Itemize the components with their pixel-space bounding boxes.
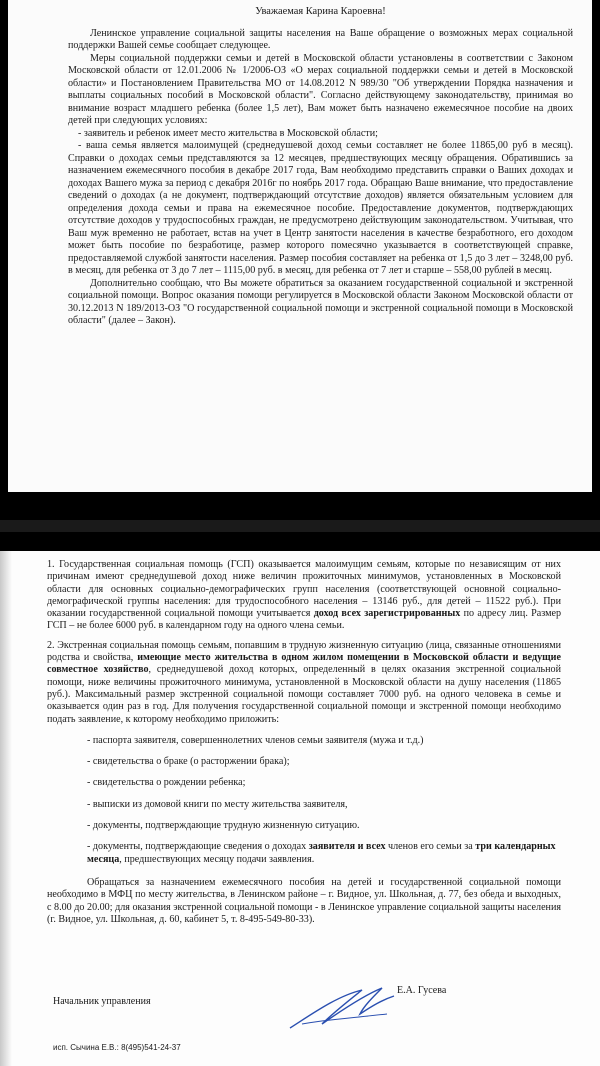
intro-paragraph: Ленинское управление социальной защиты населения на Ваше обращение о возможных мерах социальной поддержки Вашей семье сообщает следующее.: [68, 27, 573, 51]
esp-paragraph: [47, 640, 561, 726]
handwritten-signature-icon: [282, 984, 402, 1034]
signature-block: [47, 985, 547, 1036]
doc-income-bold1: заявителя и всех: [308, 841, 386, 853]
doc-income-text-b: членов его семьи за: [385, 841, 476, 853]
doc-income-text-c: , предшествующих месяцу подачи заявления.: [119, 853, 315, 865]
doc-item-income: [87, 841, 561, 866]
page1-body: [68, 6, 573, 328]
doc-item: - свидетельства о браке (о расторжении брака);: [87, 756, 290, 768]
doc-item: - документы, подтверждающие трудную жизненную ситуацию.: [87, 820, 360, 832]
esp-text-a: 2. Экстренная социальная помощь семьям, попавшим в трудную жизненную ситуацию (лица, связанные отношениями родства и свойства,: [47, 639, 561, 664]
doc-income-bold2: три календарных месяца: [87, 841, 556, 865]
gsp-text-b: по адресу лиц. Размер ГСП – не более 6000 руб. в календарном году на одного члена семьи.: [47, 608, 562, 632]
signature-title: Начальник управления: [53, 996, 151, 1007]
doc-item: - свидетельства о рождении ребенка;: [87, 777, 246, 789]
condition-residence: - заявитель и ребенок имеет место жительства в Московской области;: [78, 127, 378, 139]
additional-paragraph: Дополнительно сообщаю, что Вы можете обратиться за оказанием государственной социальной и экстренной социальной помощи. Вопрос оказания помощи регулируется в Московской области Законом Московской области от 30.12.2013 N 189/2013-ОЗ "О государственной социальной помощи и экстренной социальной помощи в Московской области" (далее – Закон).: [68, 277, 573, 326]
esp-bold: имеющие место жительства в одном жилом помещении в Московской области и ведущие совместное хозяйство: [47, 652, 561, 676]
greeting: Уважаемая Карина Кароевна!: [255, 6, 386, 17]
doc-income-text-a: - документы, подтверждающие сведения о доходах: [87, 841, 309, 853]
letter-page-1: [8, 0, 592, 492]
measures-paragraph: Меры социальной поддержки семьи и детей в Московской области установлены в соответствии с Законом Московской области от 12.01.2006 № 1/2006-ОЗ «О мерах социальной поддержки семьи и детей в Московской области» и Постановлением Правительства МО от 14.08.2012 N 989/30 "Об утверждении Порядка назначения и выплаты социальных пособий в Московской области". Согласно действующему законодательству, принимая во внимание возраст младшего ребенка (более 1,5 лет), Вам может быть назначено ежемесячное пособие на двоих детей при следующих условиях:: [68, 52, 573, 126]
gsp-text-a: 1. Государственная социальная помощь (ГСП) оказывается малоимущим семьям, которые по независящим от них причинам имеют среднедушевой доход ниже величин прожиточных минимумов, установленных в Московской области для основных социально-демографических групп населения (соответствующей основной социально-демографической группы населения: для трудоспособного населения – 13146 руб., для детей – 11522 руб.). При оказании государственной социальной помощи учитывается: [47, 559, 561, 620]
esp-text-b: , среднедушевой доход которых, определенный в целях оказания экстренной социальной помощи, ниже величины прожиточного минимума, установленной в Московской области на душу населения (11865 руб.). Максимальный размер экстренной социальной помощи составляет 7000 руб. на одного человека в семье и оказывается один раз в год. Для получения государственной социальной помощи и экстренной помощи необходимо подать заявление, к которому необходимо приложить:: [47, 664, 561, 725]
where-to-apply-paragraph: Обращаться за назначением ежемесячного пособия на детей и государственной социальной помощи необходимо в МФЦ по месту жительства, в Ленинском районе – г. Видное, ул. Школьная, д. 77, без обеда и выходных, с 8.00 до 20.00; для оказания экстренной социальной помощи - в Ленинское управление социальной защиты населения (г. Видное, ул. Школьная, д. 60, кабинет 5, т. 8-495-549-80-33).: [47, 876, 561, 925]
gsp-paragraph: [47, 559, 561, 633]
condition-low-income: - ваша семья является малоимущей (среднедушевой доход семьи составляет не более 11865,00 руб в месяц). Справки о доходах семьи представляются за 12 месяцев, предшествующих месяцу обращения. Обратившись за назначением ежемесячного пособия в декабре 2017 года, Вам необходимо представить справки о Ваших доходах и доходах Вашего мужа за период с декабря 2016г по ноябрь 2017 года. Обращаю Ваше внимание, что предоставление сведений о доходах (а не документ, подтверждающий отсутствие доходов) является обязательным условием для определения дохода семьи и права на ежемесячное пособие. Предоставление документов, подтверждающих отсутствие доходов у трудоспособных граждан, не предусмотрено действующим законодательством. Учитывая, что Ваш муж временно не работает, встав на учет в Центр занятости населения в качестве безработного, его доходом может быть пособие по безработице, размер которого помесячно указывается в соответствующей справке, предоставляемой службой занятости населения. Размер пособия составляет на ребенка от 1,5 до 3 лет – 3248,00 руб. в месяц, для ребенка от 3 до 7 лет – 1115,00 руб. в месяц, для ребенка от 7 лет и старше – 558,00 рублей в месяц.: [68, 140, 573, 276]
page-gap-strip: [0, 520, 600, 532]
letter-page-2: [0, 551, 600, 1066]
signature-name: Е.А. Гусева: [397, 985, 447, 996]
scan-edge-shadow: [0, 551, 12, 1066]
doc-item: - выписки из домовой книги по месту жительства заявителя,: [87, 798, 348, 810]
executor-contact: исп. Сычина Е.В.: 8(495)541-24-37: [53, 1043, 181, 1052]
doc-item: - паспорта заявителя, совершеннолетних членов семьи заявителя (мужа и т.д.): [87, 734, 424, 746]
page2-body: [47, 559, 561, 933]
gsp-bold: доход всех зарегистрированных: [313, 608, 461, 620]
